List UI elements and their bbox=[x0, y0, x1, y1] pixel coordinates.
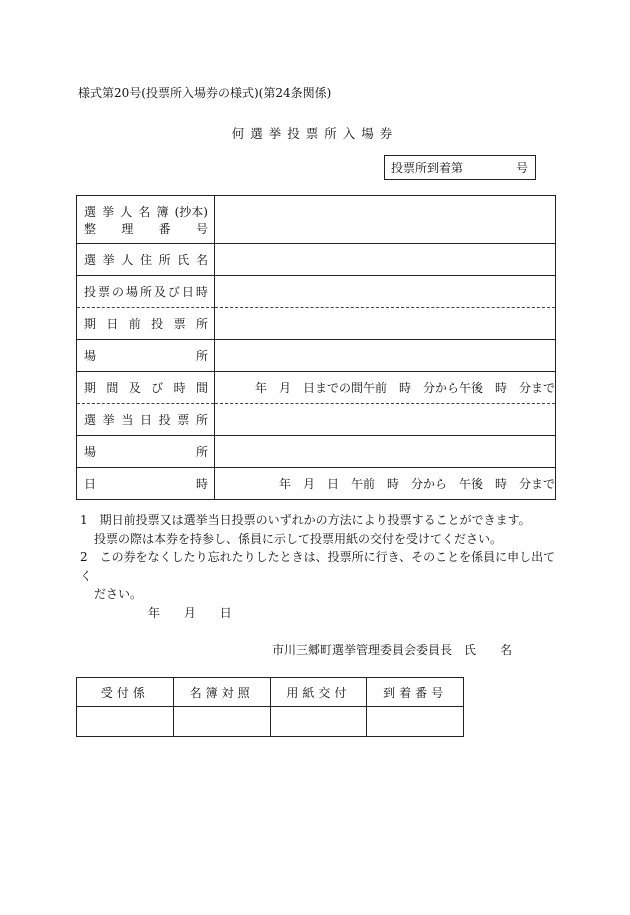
row-label: 選 挙 人 住 所 氏 名 bbox=[84, 253, 208, 267]
table-row bbox=[77, 436, 556, 468]
date-day: 日 bbox=[219, 606, 232, 620]
table-row bbox=[77, 244, 556, 276]
note-line: 投票の際は本券を持参し、係員に示して投票用紙の交付を受けてください。 bbox=[94, 531, 503, 546]
table-row bbox=[77, 308, 556, 340]
page-title: 何選挙投票所入場券 bbox=[231, 126, 399, 141]
election-day-station-field[interactable] bbox=[215, 404, 556, 436]
table-row bbox=[77, 340, 556, 372]
early-voting-place-field[interactable] bbox=[215, 340, 556, 372]
registry-number-field[interactable] bbox=[215, 196, 556, 244]
table-row bbox=[77, 707, 464, 737]
table-row bbox=[77, 276, 556, 308]
note-line: ださい。 bbox=[94, 587, 143, 601]
arrival-number-box[interactable] bbox=[384, 155, 536, 180]
voter-address-name-field[interactable] bbox=[215, 244, 556, 276]
voting-place-datetime-field[interactable] bbox=[215, 276, 556, 308]
table-row bbox=[77, 372, 556, 404]
row-label-line-2: 整 理 番 号 bbox=[84, 221, 208, 236]
row-label: 日 時 bbox=[84, 477, 208, 491]
election-day-datetime-field[interactable]: 年 月 日 午前 時 分から 午後 時 分まで bbox=[215, 468, 556, 500]
table-row bbox=[77, 678, 464, 707]
ballot-issue-stamp-cell[interactable] bbox=[270, 707, 367, 737]
signature-line: 市川三郷町選挙管理委員会委員長 氏 名 bbox=[272, 643, 513, 657]
early-voting-station-field[interactable] bbox=[215, 308, 556, 340]
registry-check-stamp-cell[interactable] bbox=[173, 707, 270, 737]
notes bbox=[80, 511, 560, 604]
header-registry-check: 名簿対照 bbox=[173, 678, 270, 707]
arrival-number-label: 投票所到着第 bbox=[391, 161, 464, 175]
table-row bbox=[77, 196, 556, 244]
early-voting-period-field[interactable]: 年 月 日までの間午前 時 分から午後 時 分まで bbox=[215, 372, 556, 404]
election-day-place-field[interactable] bbox=[215, 436, 556, 468]
receipt-table bbox=[76, 677, 464, 737]
row-label-line-1: 選 挙 人 名 簿 (抄本) bbox=[84, 204, 208, 219]
note-line: 1 期日前投票又は選挙当日投票のいずれかの方法により投票することができます。 bbox=[80, 513, 531, 527]
issue-date bbox=[148, 604, 252, 621]
header-ballot-issue: 用紙交付 bbox=[270, 678, 367, 707]
voter-info-table bbox=[76, 195, 556, 500]
header-reception: 受付係 bbox=[77, 678, 174, 707]
header-arrival-number: 到着番号 bbox=[367, 678, 464, 707]
date-month: 月 bbox=[183, 606, 196, 620]
row-label: 投 票 の 場 所 及 び 日 時 bbox=[84, 285, 208, 299]
row-label: 場 所 bbox=[84, 445, 208, 459]
table-row bbox=[77, 404, 556, 436]
date-year: 年 bbox=[148, 606, 161, 620]
row-label: 場 所 bbox=[84, 349, 208, 363]
row-label: 期 日 前 投 票 所 bbox=[84, 317, 208, 331]
table-row bbox=[77, 468, 556, 500]
form-number: 様式第20号(投票所入場券の様式)(第24条関係) bbox=[78, 86, 332, 100]
row-label: 期 間 及 び 時 間 bbox=[84, 381, 208, 395]
arrival-number-stamp-cell[interactable] bbox=[367, 707, 464, 737]
row-label: 選 挙 当 日 投 票 所 bbox=[84, 413, 208, 427]
label-cell bbox=[77, 196, 215, 244]
reception-stamp-cell[interactable] bbox=[77, 707, 174, 737]
note-line: 2 この券をなくしたり忘れたりしたときは、投票所に行き、そのことを係員に申し出てく bbox=[80, 550, 556, 583]
arrival-number-suffix: 号 bbox=[515, 161, 528, 175]
